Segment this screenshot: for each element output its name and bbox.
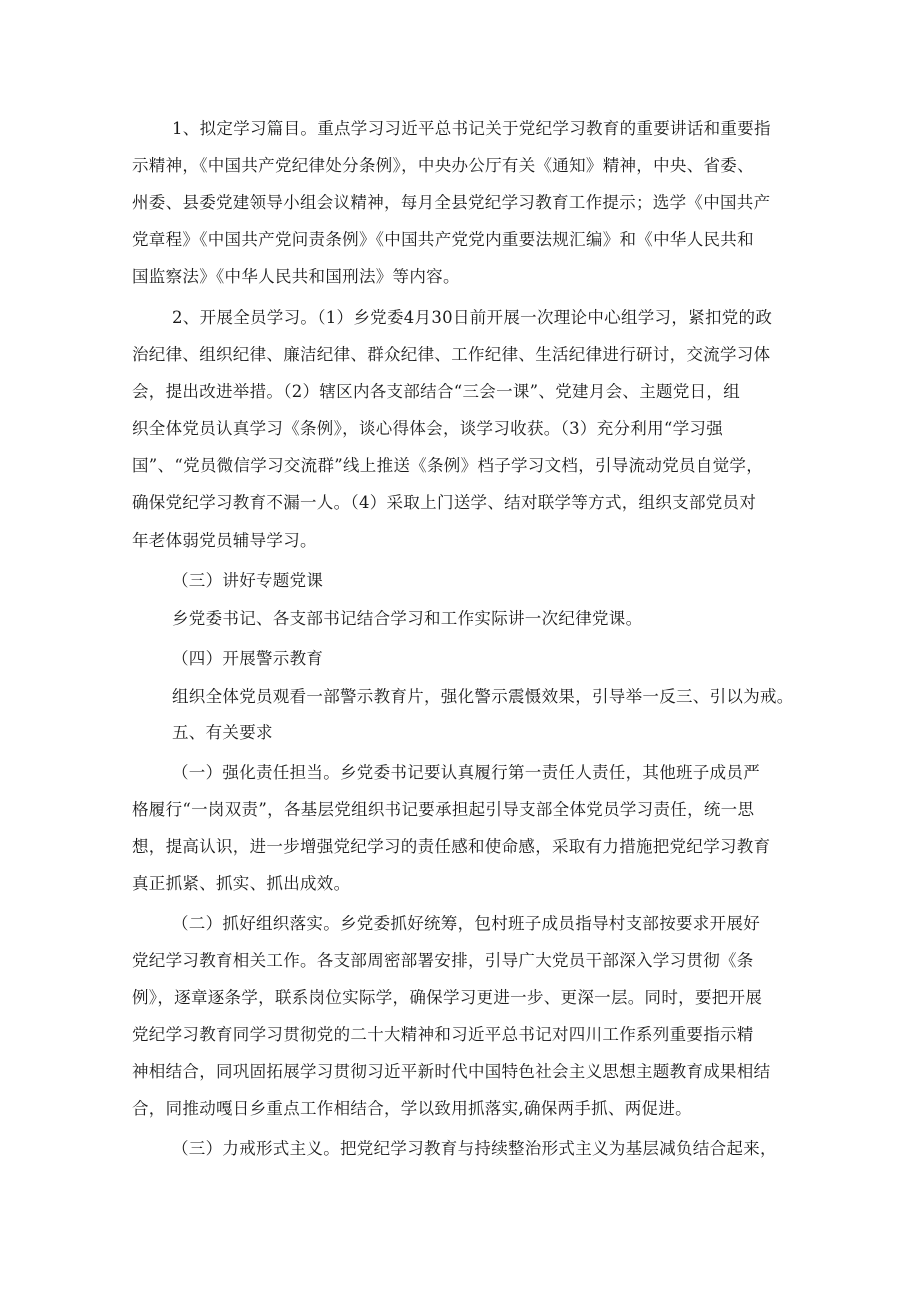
section-heading: 五、有关要求 xyxy=(172,723,273,742)
text-line: 2、开展全员学习。（1）乡党委4月30日前开展一次理论中心组学习，紧扣党的政 xyxy=(172,308,773,327)
text-line: 州委、县委党建领导小组会议精神，每月全县党纪学习教育工作提示；选学《中国共产 xyxy=(132,193,771,212)
text-line: 格履行“一岗双责”，各基层党组织书记要承担起引导支部全体党员学习责任，统一思 xyxy=(132,800,755,819)
text-line: 会，提出改进举措。（2）辖区内各支部结合“三会一课”、党建月会、主题党日，组 xyxy=(132,382,741,401)
text-line: 国”、“党员微信学习交流群”线上推送《条例》档子学习文档，引导流动党员自觉学， xyxy=(132,456,764,475)
text-line: （一）强化责任担当。乡党委书记要认真履行第一责任人责任，其他班子成员严 xyxy=(172,763,760,782)
text-line: 乡党委书记、各支部书记结合学习和工作实际讲一次纪律党课。 xyxy=(172,609,643,628)
text-line: 确保党纪学习教育不漏一人。（4）采取上门送学、结对联学等方式，组织支部党员对 xyxy=(132,493,757,512)
text-line: 年老体弱党员辅导学习。 xyxy=(132,531,317,550)
text-line: （三）力戒形式主义。把党纪学习教育与持续整治形式主义为基层减负结合起来， xyxy=(172,1139,777,1158)
text-line: 治纪律、组织纪律、廉洁纪律、群众纪律、工作纪律、生活纪律进行研讨，交流学习体 xyxy=(132,345,771,364)
text-line: 组织全体党员观看一部警示教育片，强化警示震慑效果，引导举一反三、引以为戒。 xyxy=(172,687,794,706)
text-line: 党章程》《中国共产党问责条例》《中国共产党党内重要法规汇编》和《中华人民共和 xyxy=(132,230,754,249)
text-line: 神相结合，同巩固拓展学习贯彻习近平新时代中国特色社会主义思想主题教育成果相结 xyxy=(132,1062,771,1081)
text-line: 1、拟定学习篇目。重点学习习近平总书记关于党纪学习教育的重要讲话和重要指 xyxy=(172,119,771,138)
text-line: 党纪学习教育同学习贯彻党的二十大精神和习近平总书记对四川工作系列重要指示精 xyxy=(132,1025,754,1044)
text-line: 示精神，《中国共产党纪律处分条例》，中央办公厅有关《通知》精神，中央、省委、 xyxy=(132,156,754,175)
text-line: 合，同推动嘎日乡重点工作相结合，学以致用抓落实,确保两手抓、两促进。 xyxy=(132,1099,692,1118)
text-line: 党纪学习教育相关工作。各支部周密部署安排，引导广大党员干部深入学习贯彻《条 xyxy=(132,951,754,970)
section-heading: （三）讲好专题党课 xyxy=(172,571,324,590)
text-line: 例》，逐章逐条学，联系岗位实际学，确保学习更进一步、更深一层。同时，要把开展 xyxy=(132,988,763,1007)
text-line: 真正抓紧、抓实、抓出成效。 xyxy=(132,874,351,893)
text-line: 国监察法》《中华人民共和国刑法》等内容。 xyxy=(132,267,460,286)
section-heading: （四）开展警示教育 xyxy=(172,649,324,668)
text-line: 织全体党员认真学习《条例》，谈心得体会，谈学习收获。（3）充分利用“学习强 xyxy=(132,419,724,438)
text-line: 想，提高认识，进一步增强党纪学习的责任感和使命感，采取有力措施把党纪学习教育 xyxy=(132,837,771,856)
text-line: （二）抓好组织落实。乡党委抓好统筹，包村班子成员指导村支部按要求开展好 xyxy=(172,914,760,933)
